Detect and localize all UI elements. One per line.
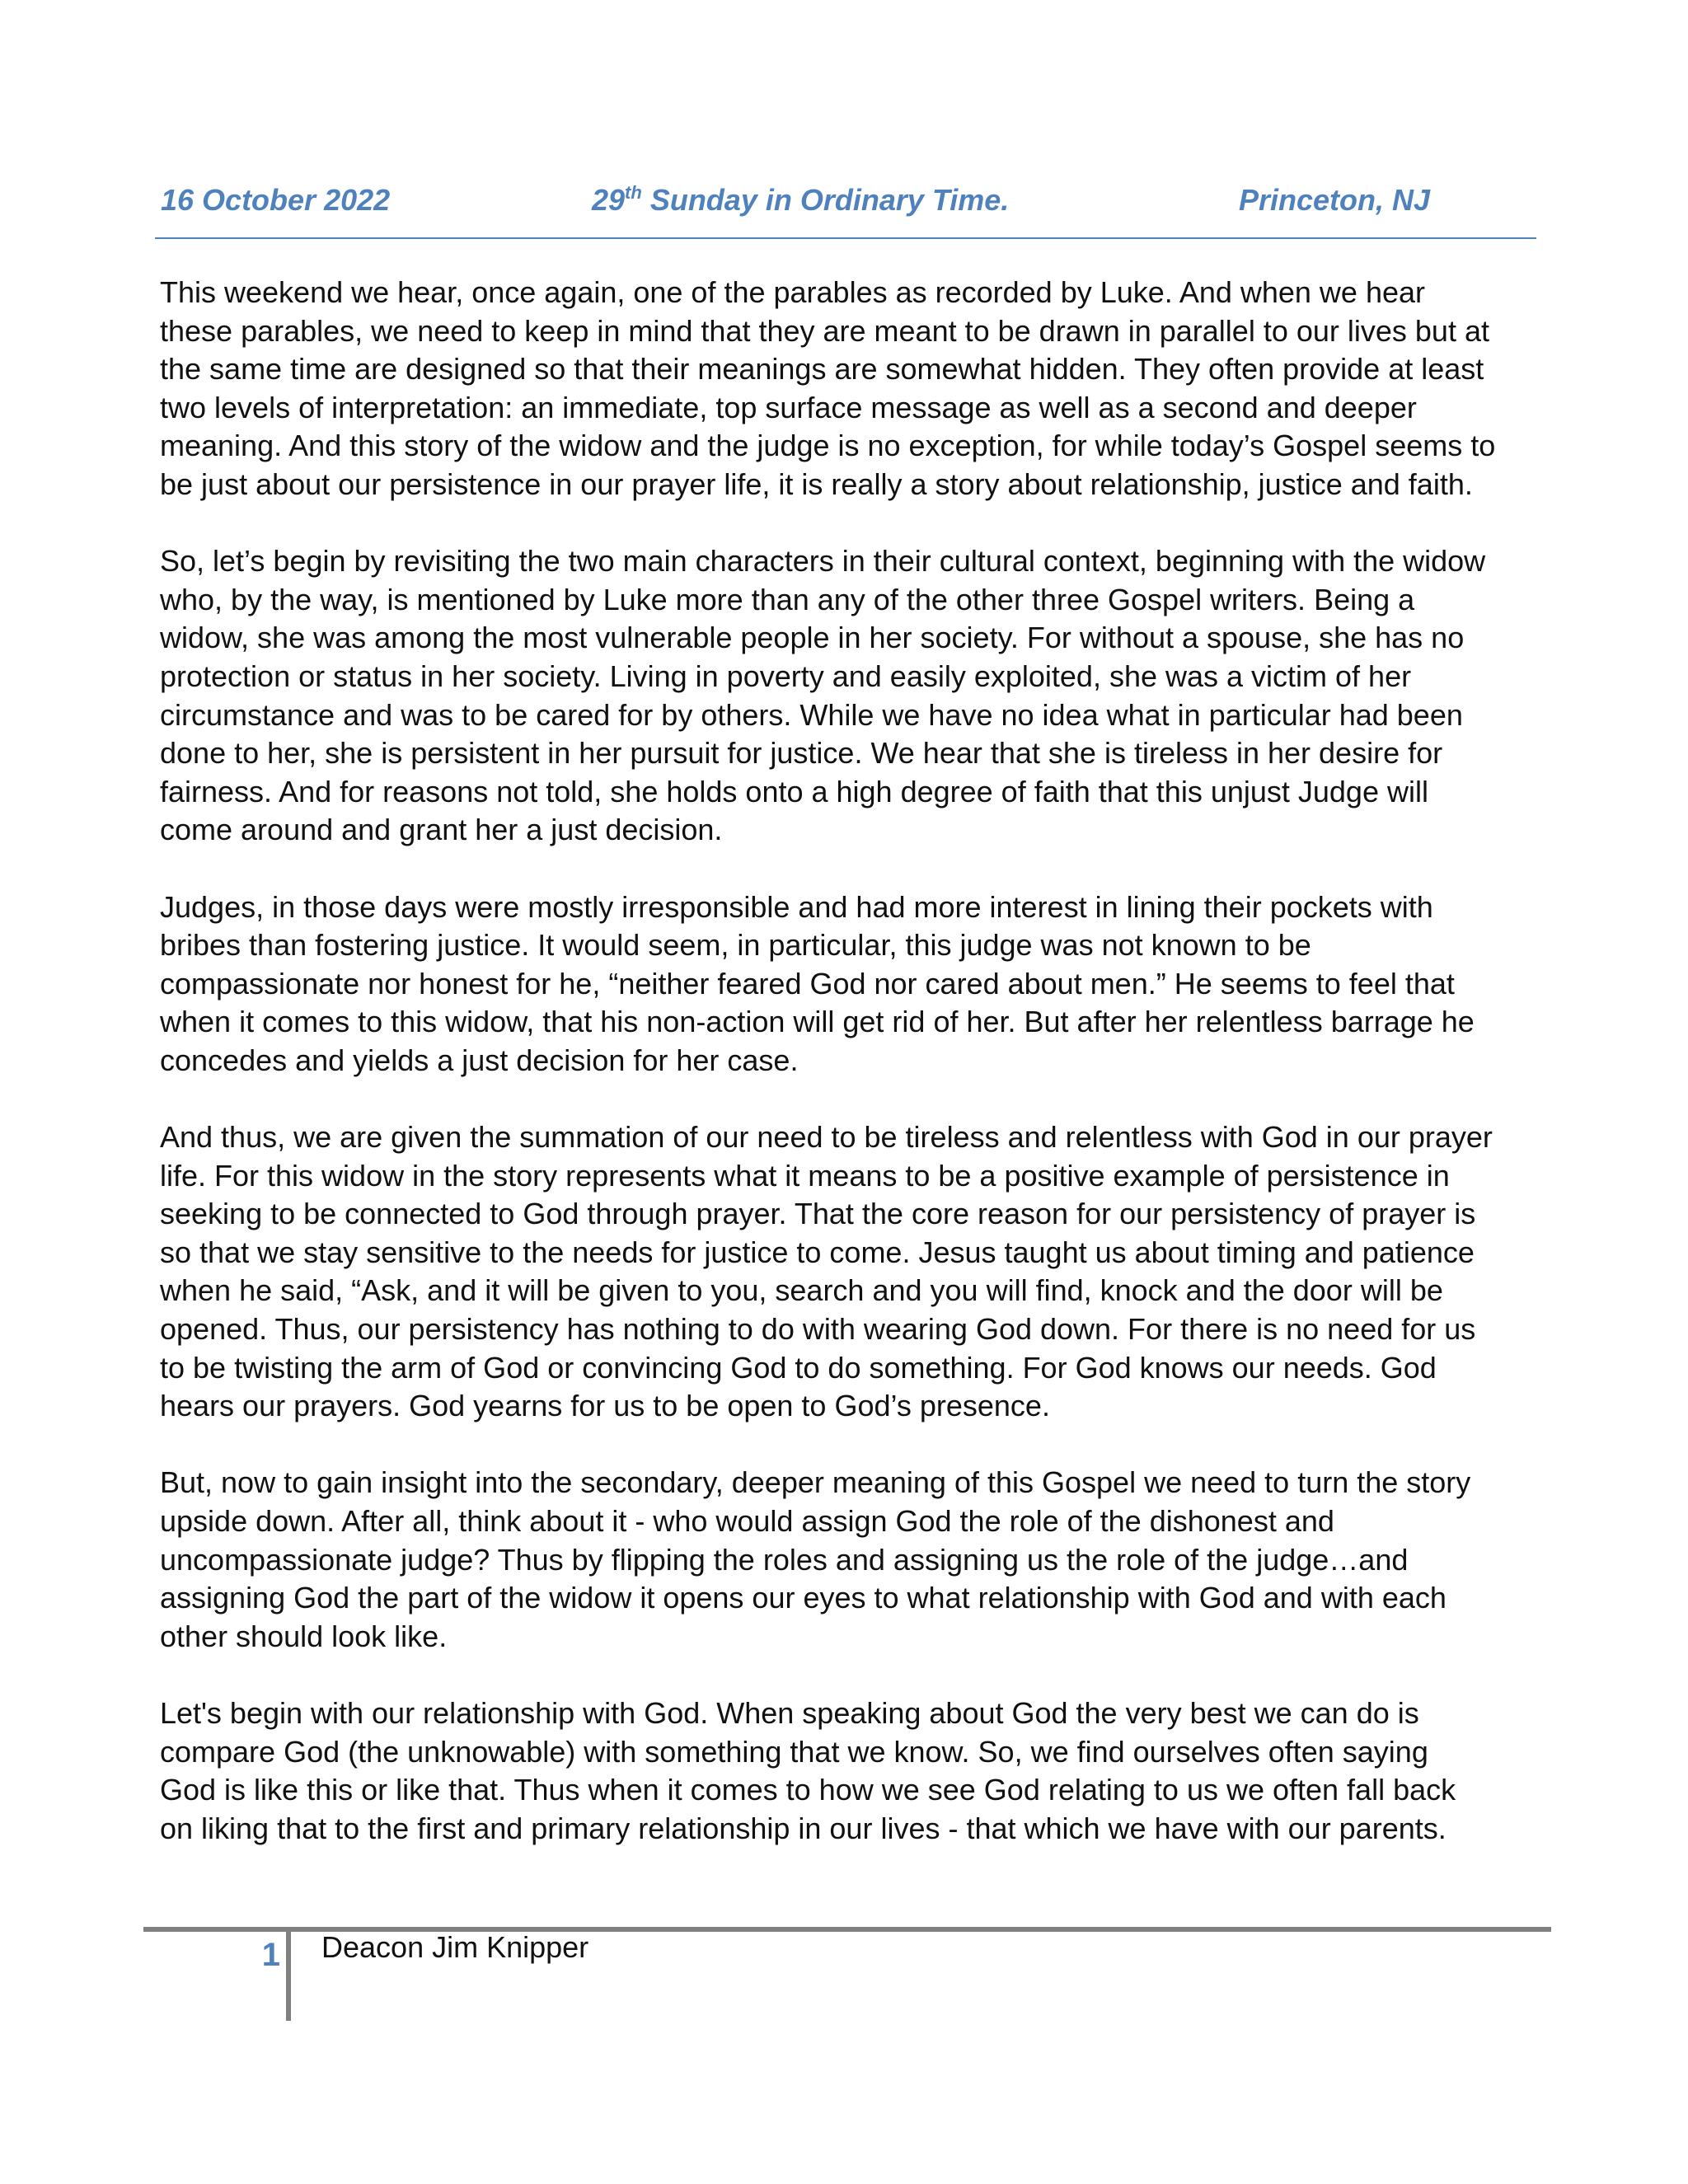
text-line: life. For this widow in the story represents what it means to be a positive example of persistence in	[160, 1158, 1450, 1193]
text-line: two levels of interpretation: an immediate, top surface message as well as a second and deeper	[160, 390, 1417, 424]
footer-author: Deacon Jim Knipper	[321, 1930, 589, 1964]
text-line: done to her, she is persistent in her pursuit for justice. We hear that she is tireless in her desire for	[160, 736, 1443, 771]
text-line: So, let’s begin by revisiting the two main characters in their cultural context, beginning with the widow	[160, 544, 1486, 579]
header-occasion	[592, 183, 1009, 218]
header-place: Princeton, NJ	[1239, 183, 1431, 217]
document-header	[157, 183, 1541, 224]
text-line: But, now to gain insight into the secondary, deeper meaning of this Gospel we need to turn the story	[160, 1465, 1471, 1500]
paragraph	[160, 1464, 1545, 1656]
text-line: when he said, “Ask, and it will be given to you, search and you will find, knock and the door will be	[160, 1273, 1443, 1308]
text-line: bribes than fostering justice. It would seem, in particular, this judge was not known to be	[160, 928, 1311, 963]
text-line: assigning God the part of the widow it opens our eyes to what relationship with God and with each	[160, 1581, 1447, 1615]
text-line: so that we stay sensitive to the needs for justice to come. Jesus taught us about timing and patience	[160, 1235, 1475, 1269]
text-line: Let's begin with our relationship with God. When speaking about God the very best we can do is	[160, 1695, 1419, 1730]
header-occasion-number: 29	[592, 183, 626, 217]
text-line: these parables, we need to keep in mind that they are meant to be drawn in parallel to our lives but at	[160, 313, 1489, 348]
text-line: hears our prayers. God yearns for us to be open to God’s presence.	[160, 1389, 1050, 1423]
document-body	[160, 274, 1545, 1848]
text-line: on liking that to the first and primary relationship in our lives - that which we have with our parents.	[160, 1811, 1447, 1845]
paragraph	[160, 1118, 1545, 1426]
header-occasion-title: Sunday in Ordinary Time.	[641, 183, 1010, 217]
text-line: come around and grant her a just decision.	[160, 813, 723, 847]
text-line: compassionate nor honest for he, “neither feared God nor cared about men.” He seems to feel that	[160, 966, 1455, 1001]
text-line: This weekend we hear, once again, one of the parables as recorded by Luke. And when we hear	[160, 275, 1426, 309]
paragraph	[160, 542, 1545, 850]
footer-vertical-divider	[286, 1929, 291, 2021]
text-line: Judges, in those days were mostly irresponsible and had more interest in lining their pockets with	[160, 889, 1433, 924]
text-line: who, by the way, is mentioned by Luke more than any of the other three Gospel writers. Being a	[160, 582, 1415, 616]
text-line: opened. Thus, our persistency has nothing to do with wearing God down. For there is no need for us	[160, 1312, 1476, 1347]
text-line: protection or status in her society. Living in poverty and easily exploited, she was a victim of her	[160, 658, 1412, 693]
text-line: God is like this or like that. Thus when it comes to how we see God relating to us we often fall back	[160, 1773, 1456, 1807]
text-line: And thus, we are given the summation of our need to be tireless and relentless with God in our prayer	[160, 1120, 1493, 1155]
page-number: 1	[261, 1937, 280, 1973]
text-line: be just about our persistence in our prayer life, it is really a story about relationship, justice and faith.	[160, 466, 1473, 501]
text-line: uncompassionate judge? Thus by flipping the roles and assigning us the role of the judge…and	[160, 1542, 1409, 1577]
text-line: widow, she was among the most vulnerable people in her society. For without a spouse, she has no	[160, 621, 1465, 655]
text-line: the same time are designed so that their meanings are somewhat hidden. They often provide at least	[160, 352, 1484, 387]
header-divider	[155, 237, 1536, 239]
text-line: upside down. After all, think about it - who would assign God the role of the dishonest and	[160, 1504, 1334, 1538]
header-occasion-ordinal: th	[625, 182, 642, 203]
paragraph	[160, 274, 1545, 504]
paragraph	[160, 1694, 1545, 1848]
paragraph	[160, 888, 1545, 1080]
text-line: concedes and yields a just decision for her case.	[160, 1043, 799, 1077]
text-line: meaning. And this story of the widow and the judge is no exception, for while today’s Gospel seems to	[160, 429, 1496, 463]
text-line: circumstance and was to be cared for by others. While we have no idea what in particular had been	[160, 697, 1463, 732]
text-line: compare God (the unknowable) with something that we know. So, we find ourselves often saying	[160, 1734, 1428, 1769]
text-line: other should look like.	[160, 1619, 448, 1653]
header-date: 16 October 2022	[161, 183, 391, 217]
text-line: seeking to be connected to God through prayer. That the core reason for our persistency of prayer is	[160, 1197, 1476, 1231]
text-line: to be twisting the arm of God or convincing God to do something. For God knows our needs. God	[160, 1350, 1437, 1385]
text-line: when it comes to this widow, that his non-action will get rid of her. But after her relentless barrage he	[160, 1005, 1475, 1039]
text-line: fairness. And for reasons not told, she holds onto a high degree of faith that this unjust Judge will	[160, 774, 1428, 808]
